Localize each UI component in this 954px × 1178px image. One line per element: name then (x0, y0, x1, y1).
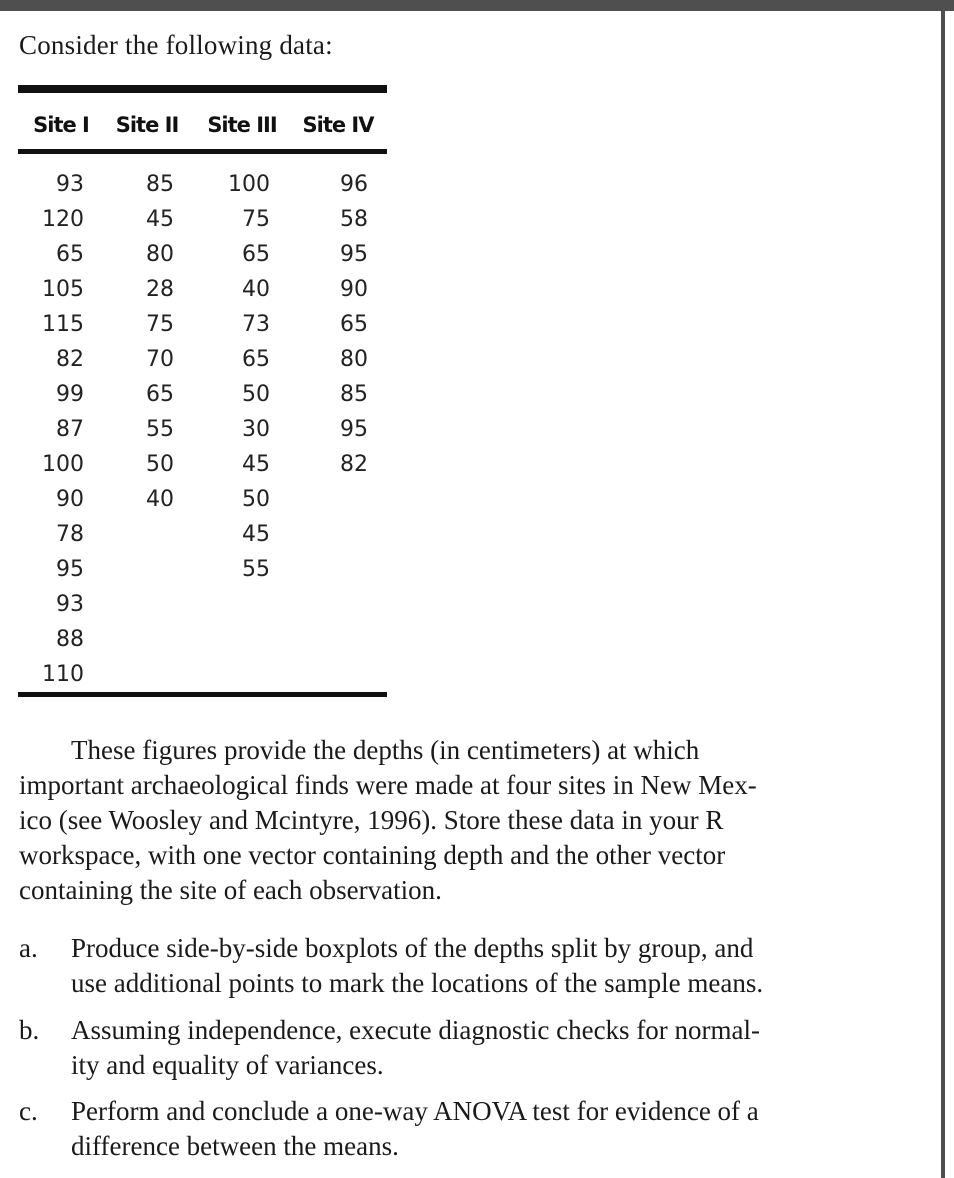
column-site-1 (22, 167, 84, 692)
paragraph-line: containing the site of each observation. (19, 875, 442, 905)
item-text-line: difference between the means. (71, 1131, 399, 1161)
header-site-3: Site III (207, 113, 277, 137)
data-table (18, 85, 387, 700)
table-bottom-rule (18, 692, 387, 697)
table-cell: 70 (146, 347, 174, 372)
item-label: b. (19, 1015, 40, 1045)
item-text-line: Assuming independence, execute diagnostic checks for normal- (71, 1015, 761, 1045)
item-text-line: Produce side-by-side boxplots of the depths split by group, and (71, 933, 754, 963)
table-cell: 95 (340, 242, 368, 267)
paragraph-line: important archaeological finds were made at four sites in New Mex- (19, 770, 757, 800)
table-cell: 87 (56, 417, 84, 442)
table-cell: 115 (42, 312, 84, 337)
table-cell: 95 (56, 557, 84, 582)
table-cell: 90 (56, 487, 84, 512)
table-cell: 96 (340, 172, 368, 197)
table-cell: 75 (242, 207, 270, 232)
table-cell: 75 (146, 312, 174, 337)
item-text-line: use additional points to mark the locations of the sample means. (71, 968, 764, 998)
item-label: a. (19, 933, 38, 963)
table-cell: 65 (242, 242, 270, 267)
table-cell: 82 (340, 452, 368, 477)
table-cell: 28 (146, 277, 174, 302)
table-cell: 120 (42, 207, 84, 232)
right-border (941, 0, 945, 1178)
header-site-2: Site II (115, 113, 179, 137)
table-cell: 73 (242, 312, 270, 337)
item-label: c. (19, 1096, 38, 1126)
table-cell: 65 (340, 312, 368, 337)
table-cell: 105 (42, 277, 84, 302)
table-cell: 99 (56, 382, 84, 407)
table-cell: 50 (146, 452, 174, 477)
table-cell: 45 (242, 452, 270, 477)
paragraph-line: workspace, with one vector containing depth and the other vector (19, 840, 726, 870)
top-border (0, 0, 954, 11)
table-cell: 45 (242, 522, 270, 547)
table-cell: 100 (228, 172, 270, 197)
table-cell: 100 (42, 452, 84, 477)
table-cell: 95 (340, 417, 368, 442)
table-cell: 65 (146, 382, 174, 407)
table-cell: 55 (242, 557, 270, 582)
item-text-line: ity and equality of variances. (71, 1050, 384, 1080)
table-cell: 110 (42, 662, 84, 687)
table-cell: 93 (56, 592, 84, 617)
table-cell: 50 (242, 487, 270, 512)
table-cell: 80 (340, 347, 368, 372)
header-site-1: Site I (33, 113, 89, 137)
paragraph-line: ico (see Woosley and Mcintyre, 1996). Store these data in your R (19, 805, 724, 835)
paragraph-line: These figures provide the depths (in centimeters) at which (71, 735, 700, 765)
table-cell: 82 (56, 347, 84, 372)
table-cell: 85 (340, 382, 368, 407)
table-cell: 45 (146, 207, 174, 232)
table-cell: 40 (242, 277, 270, 302)
table-cell: 65 (56, 242, 84, 267)
table-cell: 50 (242, 382, 270, 407)
table-body (18, 154, 387, 700)
table-cell: 80 (146, 242, 174, 267)
header-site-4: Site IV (302, 113, 374, 137)
item-text-line: Perform and conclude a one-way ANOVA test for evidence of a (71, 1096, 759, 1126)
column-site-4 (308, 167, 368, 482)
description-paragraph (19, 733, 869, 908)
table-top-rule (18, 85, 387, 93)
table-cell: 65 (242, 347, 270, 372)
table-cell: 78 (56, 522, 84, 547)
table-cell: 55 (146, 417, 174, 442)
table-cell: 93 (56, 172, 84, 197)
column-site-2 (114, 167, 174, 517)
table-header-row (18, 93, 387, 149)
table-cell: 40 (146, 487, 174, 512)
table-cell: 30 (242, 417, 270, 442)
column-site-3 (210, 167, 270, 587)
table-cell: 58 (340, 207, 368, 232)
table-cell: 85 (146, 172, 174, 197)
intro-text: Consider the following data: (19, 30, 333, 60)
table-cell: 88 (56, 627, 84, 652)
table-cell: 90 (340, 277, 368, 302)
